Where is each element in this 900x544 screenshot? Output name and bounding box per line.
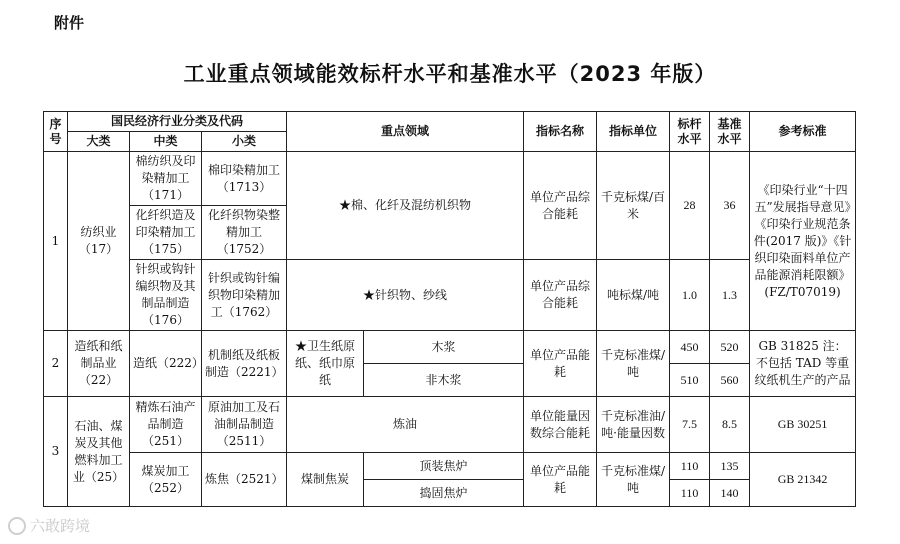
header-industry-classification: 国民经济行业分类及代码: [68, 112, 287, 132]
energy-efficiency-table: [43, 111, 856, 507]
row2-baseline-a: 520: [710, 331, 750, 364]
row3-sub-b1: 顶装焦炉: [364, 453, 524, 480]
row3-field-a: 炼油: [287, 397, 524, 453]
row3-unit-a: 千克标准油/吨·能量因数: [597, 397, 670, 453]
row2-major: 造纸和纸制品业（22）: [68, 331, 130, 397]
header-indicator-unit: 指标单位: [597, 112, 670, 152]
header-seq: 序号: [44, 112, 68, 152]
row1-unit-a: 千克标煤/百米: [597, 152, 670, 260]
row1-indicator-b: 单位产品综合能耗: [524, 260, 597, 331]
row3-minor-b: 炼焦（2521）: [202, 453, 287, 507]
row3-reference-b: GB 21342: [750, 453, 856, 507]
row3-major: 石油、煤炭及其他燃料加工业（25）: [68, 397, 130, 507]
row1-major: 纺织业（17）: [68, 152, 130, 331]
row2-sub-a: 木浆: [364, 331, 524, 364]
row2-indicator: 单位产品能耗: [524, 331, 597, 397]
row2-field: ★卫生纸原纸、纸巾原纸: [287, 331, 364, 397]
watermark: [8, 515, 90, 536]
row3-baseline-b2: 140: [710, 480, 750, 507]
row1-minor-3: 针织或钩针编织物印染精加工（1762）: [202, 260, 287, 331]
header-baseline: 基准水平: [710, 112, 750, 152]
row3-benchmark-b1: 110: [670, 453, 710, 480]
row1-benchmark-a: 28: [670, 152, 710, 260]
header-medium: 中类: [130, 132, 202, 152]
header-major: 大类: [68, 132, 130, 152]
row1-baseline-a: 36: [710, 152, 750, 260]
row3-baseline-a: 8.5: [710, 397, 750, 453]
row1-benchmark-b: 1.0: [670, 260, 710, 331]
row1-minor-2: 化纤织物染整精加工（1752）: [202, 206, 287, 260]
header-minor: 小类: [202, 132, 287, 152]
header-benchmark: 标杆水平: [670, 112, 710, 152]
row1-field-a: ★棉、化纤及混纺机织物: [287, 152, 524, 260]
row3-minor-a: 原油加工及石油制品制造（2511）: [202, 397, 287, 453]
row3-baseline-b1: 135: [710, 453, 750, 480]
row3-medium-b: 煤炭加工（252）: [130, 453, 202, 507]
header-reference: 参考标准: [750, 112, 856, 152]
attachment-label: 附件: [54, 14, 85, 32]
row1-minor-1: 棉印染精加工（1713）: [202, 152, 287, 206]
row1-indicator-a: 单位产品综合能耗: [524, 152, 597, 260]
row1-reference: 《印染行业“十四五”发展指导意见》《印染行业规范条件(2017 版)》《针织印染面料单位产品能源消耗限额》(FZ/T07019): [750, 152, 856, 331]
row1-field-b: ★针织物、纱线: [287, 260, 524, 331]
row3-benchmark-a: 7.5: [670, 397, 710, 453]
header-indicator-name: 指标名称: [524, 112, 597, 152]
row2-seq: 2: [44, 331, 68, 397]
row2-medium: 造纸（222）: [130, 331, 202, 397]
row3-indicator-b: 单位产品能耗: [524, 453, 597, 507]
row3-unit-b: 千克标准煤/吨: [597, 453, 670, 507]
row3-medium-a: 精炼石油产品制造（251）: [130, 397, 202, 453]
row1-baseline-b: 1.3: [710, 260, 750, 331]
row3-benchmark-b2: 110: [670, 480, 710, 507]
watermark-logo-icon: [8, 517, 26, 535]
row3-seq: 3: [44, 397, 68, 507]
row2-minor: 机制纸及纸板制造（2221）: [202, 331, 287, 397]
row1-unit-b: 吨标煤/吨: [597, 260, 670, 331]
row2-reference: GB 31825 注：不包括 TAD 等重纹纸机生产的产品: [750, 331, 856, 397]
header-key-field: 重点领域: [287, 112, 524, 152]
row2-benchmark-a: 450: [670, 331, 710, 364]
row2-benchmark-b: 510: [670, 364, 710, 397]
row2-baseline-b: 560: [710, 364, 750, 397]
row1-seq: 1: [44, 152, 68, 331]
row3-sub-b2: 捣固焦炉: [364, 480, 524, 507]
watermark-text: 六敢跨境: [30, 517, 91, 535]
row3-indicator-a: 单位能量因数综合能耗: [524, 397, 597, 453]
row2-sub-b: 非木浆: [364, 364, 524, 397]
row3-reference-a: GB 30251: [750, 397, 856, 453]
row1-medium-1: 棉纺织及印染精加工（171）: [130, 152, 202, 206]
row2-unit: 千克标准煤/吨: [597, 331, 670, 397]
row3-field-b: 煤制焦炭: [287, 453, 364, 507]
row1-medium-3: 针织或钩针编织物及其制品制造（176）: [130, 260, 202, 331]
row1-medium-2: 化纤织造及印染精加工（175）: [130, 206, 202, 260]
document-title: 工业重点领域能效标杆水平和基准水平（2023 年版）: [183, 62, 717, 86]
